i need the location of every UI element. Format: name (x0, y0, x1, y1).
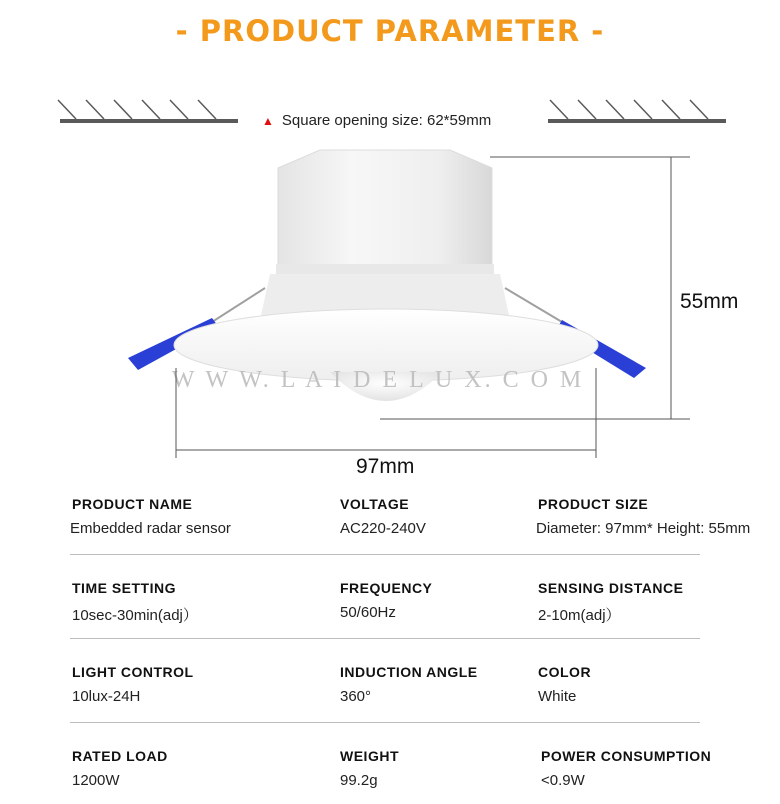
opening-size-note: ▲ Square opening size: 62*59mm (262, 112, 492, 129)
param-induction-angle: INDUCTION ANGLE 360° (340, 664, 478, 705)
param-light-control: LIGHT CONTROL 10lux-24H (72, 664, 194, 705)
param-sensing-distance: SENSING DISTANCE 2-10m(adj） (538, 580, 684, 624)
ceiling-right (548, 100, 726, 123)
param-time-setting: TIME SETTING 10sec-30min(adj） (72, 580, 198, 624)
param-frequency: FREQUENCY 50/60Hz (340, 580, 433, 621)
height-dimension-label: 55mm (680, 290, 739, 313)
param-rated-load: RATED LOAD 1200W (72, 748, 168, 789)
row-divider (70, 638, 700, 639)
triangle-marker-icon: ▲ (262, 114, 274, 128)
width-dimension-label: 97mm (356, 455, 415, 478)
row-divider (70, 554, 700, 555)
param-product-name: PRODUCT NAME Embedded radar sensor (70, 496, 231, 537)
param-color: COLOR White (538, 664, 592, 705)
ceiling-left (58, 100, 238, 123)
param-voltage: VOLTAGE AC220-240V (340, 496, 426, 537)
param-product-size: PRODUCT SIZE Diameter: 97mm* Height: 55mm (536, 496, 751, 537)
row-divider (70, 722, 700, 723)
watermark-text: W W W. L A I D E L U X. C O M (171, 367, 585, 393)
param-weight: WEIGHT 99.2g (340, 748, 399, 789)
page-title: - PRODUCT PARAMETER - (175, 14, 605, 48)
sensor-body (171, 150, 598, 401)
param-power-consumption: POWER CONSUMPTION <0.9W (541, 748, 712, 789)
